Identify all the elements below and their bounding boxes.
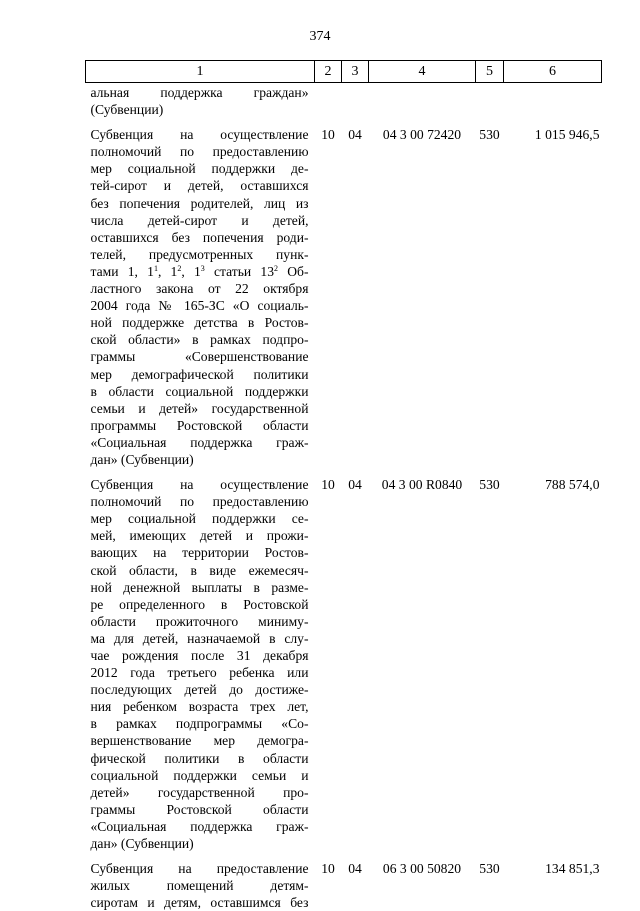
amount: [504, 83, 602, 119]
description-line: детей» государственной про-: [90, 784, 309, 800]
description-line: программы Ростовской области: [90, 417, 309, 433]
description-line: мер демографической политики: [90, 366, 309, 382]
col-header-3: 3: [342, 61, 369, 83]
description-line: в рамках подпрограммы «Со-: [90, 716, 309, 732]
section-code: 10: [321, 861, 335, 877]
table-row: [86, 852, 602, 911]
description-line: ской области, в виде ежемесяч-: [90, 562, 309, 578]
expense-type-code: 530: [479, 477, 500, 493]
description-line: социальной поддержки семьи и: [90, 767, 309, 783]
expense-type-code: 530: [479, 861, 500, 877]
description-line: числа детей-сирот и детей,: [90, 212, 309, 228]
description-line: без попечения родителей, лиц из: [90, 195, 309, 211]
description-line: в области социальной поддержки: [90, 383, 309, 399]
expense-type-code: 530: [479, 127, 500, 143]
description-line: оставшихся без попечения роди-: [90, 229, 309, 245]
description-line: мер социальной поддержки де-: [90, 161, 309, 177]
section-code: [315, 83, 342, 119]
description-line: ной поддержке детства в Ростов-: [90, 315, 309, 331]
amount: 788 574,0: [545, 477, 600, 493]
description-line: полномочий по предоставлению: [90, 144, 309, 160]
header-row: [86, 61, 602, 83]
target-article-code: [369, 83, 476, 119]
description-line: ма для детей, назначаемой в слу-: [90, 630, 309, 646]
description-line: дан» (Субвенции): [90, 451, 194, 467]
description-line: мер социальной поддержки се-: [90, 511, 309, 527]
section-code: 10: [321, 477, 335, 493]
col-header-2: 2: [315, 61, 342, 83]
description-line: телей, предусмотренных пунк-: [90, 246, 309, 262]
subsection-code: 04: [348, 477, 362, 493]
description-line: дан» (Субвенции): [90, 836, 194, 852]
description-line: фической политики в области: [90, 750, 309, 766]
description-line: 2012 года третьего ребенка или: [90, 665, 309, 681]
subsection-code: 04: [348, 861, 362, 877]
table-row: [86, 468, 602, 852]
description-line: ской области» в рамках подпро-: [90, 332, 309, 348]
description-line: (Субвенции): [90, 102, 164, 118]
description-line: альная поддержка граждан»: [90, 85, 309, 100]
target-article-code: 04 3 00 72420: [382, 127, 462, 143]
description-line: граммы Ростовской области: [90, 801, 309, 817]
subsection-code: 04: [348, 127, 362, 143]
description-line: жилых помещений детям-: [90, 878, 309, 894]
description-line: последующих детей до достиже-: [90, 682, 309, 698]
col-header-6: 6: [504, 61, 602, 83]
expense-type-code: [476, 83, 504, 119]
target-article-code: 04 3 00 R0840: [381, 477, 463, 493]
table-row: [86, 118, 602, 468]
description-line: области прожиточного миниму-: [90, 613, 309, 629]
amount: 134 851,3: [545, 861, 600, 877]
subsection-code: [342, 83, 369, 119]
amount: 1 015 946,5: [534, 127, 600, 143]
description-line: ния ребенком возраста трех лет,: [90, 699, 309, 715]
description-line: сиротам и детям, оставшимся без: [90, 895, 309, 911]
row-description: [86, 83, 315, 119]
target-article-code: 06 3 00 50820: [382, 861, 462, 877]
row-description: [86, 852, 315, 911]
description-line: чае рождения после 31 декабря: [90, 648, 309, 663]
description-line: Субвенция на осуществление: [90, 477, 309, 493]
description-line: «Социальная поддержка граж-: [90, 434, 309, 450]
description-line: мей, имеющих детей и прожи-: [90, 528, 309, 544]
row-description: [86, 468, 315, 852]
col-header-5: 5: [476, 61, 504, 83]
budget-table: [85, 60, 602, 911]
description-line: Субвенция на предоставление: [90, 861, 309, 877]
col-header-1: 1: [86, 61, 315, 83]
description-line: полномочий по предоставлению: [90, 494, 309, 510]
col-header-4: 4: [369, 61, 476, 83]
page-number: 374: [309, 29, 331, 44]
description-line: ластного закона от 22 октября: [90, 281, 309, 297]
description-line: «Социальная поддержка граж-: [90, 818, 309, 834]
description-line: тей-сирот и детей, оставшихся: [90, 178, 309, 194]
row-description: [86, 118, 315, 468]
description-line: вающих на территории Ростов-: [90, 545, 309, 561]
description-line: тами 1, $1^1$, $1^2$, $1^3$ статьи $13^2$ Об-: [90, 263, 309, 279]
description-line: ной денежной выплаты в разме-: [90, 579, 309, 595]
description-line: семьи и детей» государственной: [90, 400, 309, 416]
description-line: Субвенция на осуществление: [90, 127, 309, 143]
description-line: вершенствование мер демогра-: [90, 733, 309, 749]
description-line: ре определенного в Ростовской: [90, 596, 309, 612]
section-code: 10: [321, 127, 335, 143]
description-line: граммы «Совершенствование: [90, 349, 309, 365]
table-row: [86, 83, 602, 119]
description-line: 2004 года № 165-ЗС «О социаль-: [90, 298, 309, 314]
